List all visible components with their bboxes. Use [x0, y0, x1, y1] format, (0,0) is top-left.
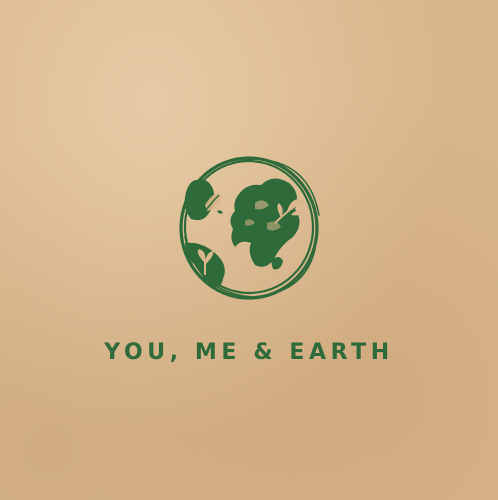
- brand-name: YOU, ME & EARTH: [104, 340, 394, 365]
- earth-globe-icon: [163, 153, 335, 303]
- island-small: [217, 210, 223, 213]
- continent-east: [230, 178, 299, 266]
- brand-logo: [163, 153, 335, 303]
- continents: [185, 178, 303, 287]
